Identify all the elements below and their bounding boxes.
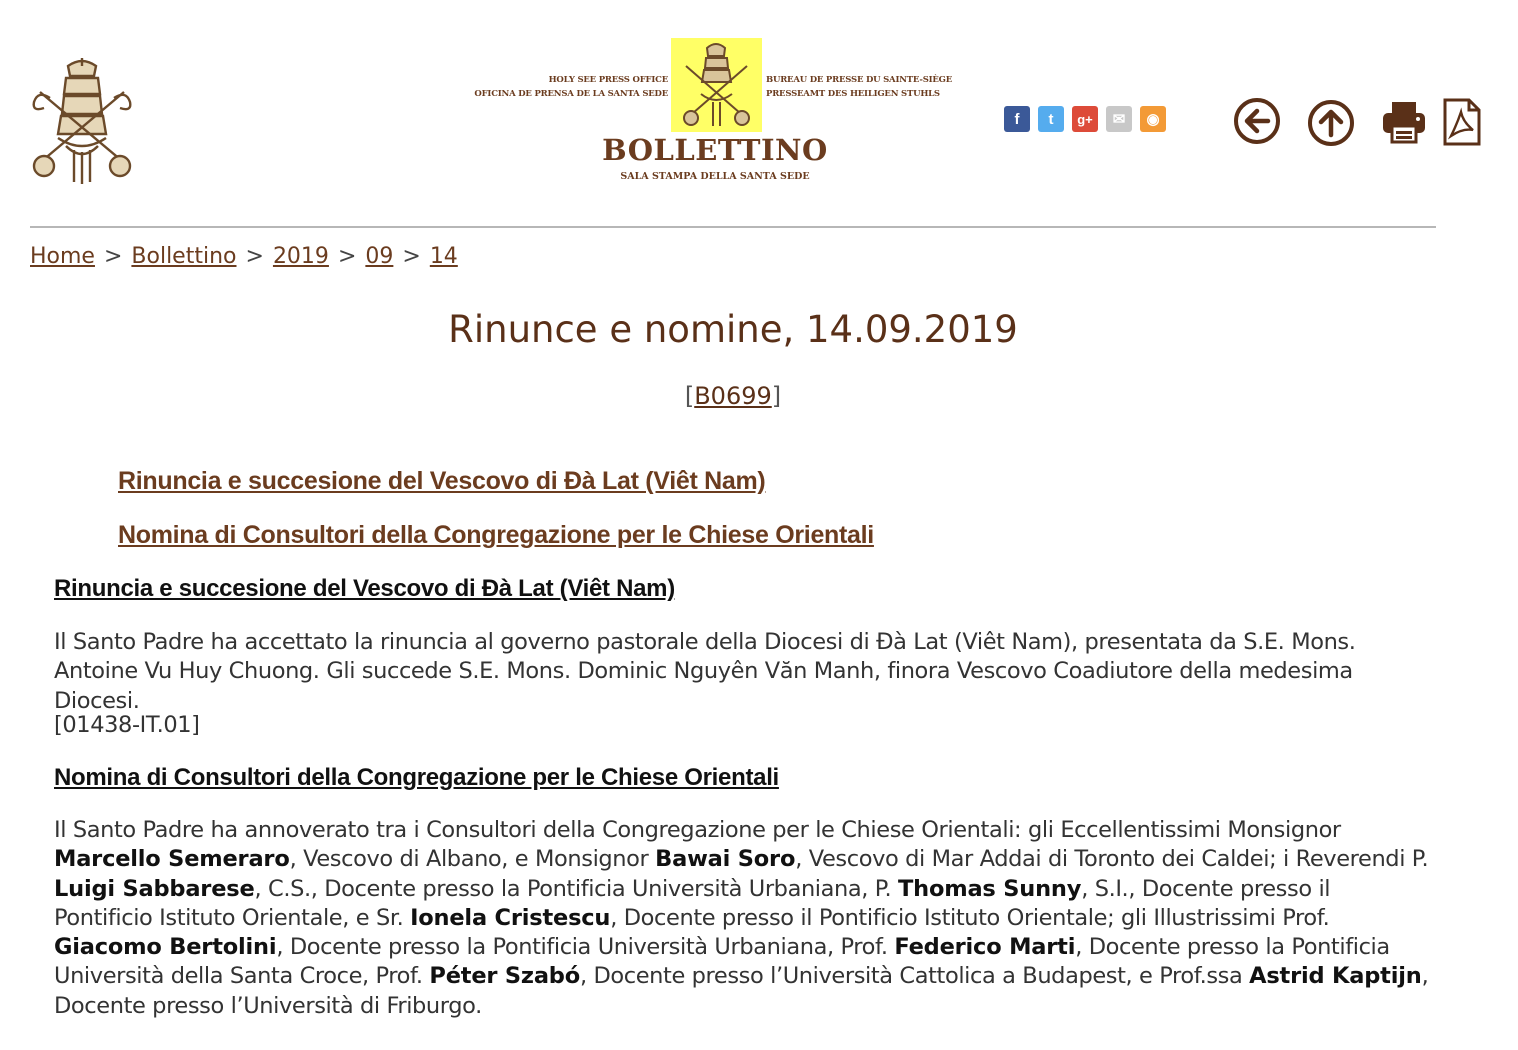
consultor-name: Péter Szabó (429, 963, 580, 990)
toc-link-rinuncia[interactable]: Rinuncia e succesione del Vescovo di Đà Lat (Viêt Nam) (118, 467, 766, 495)
breadcrumb-month[interactable]: 09 (365, 244, 394, 269)
paragraph-text: , Vescovo di Mar Addai di Toronto dei Caldei; i Reverendi P. (795, 846, 1429, 873)
bulletin-code-link[interactable]: B0699 (694, 382, 772, 410)
consultor-name: Giacomo Bertolini (54, 934, 277, 961)
toc-link-nomina-consultori[interactable]: Nomina di Consultori della Congregazione per le Chiese Orientali (118, 521, 874, 549)
breadcrumb (30, 244, 458, 269)
page-title: Rinunce e nomine, 14.09.2019 (448, 308, 1018, 351)
papal-coat-of-arms-logo (28, 58, 136, 188)
breadcrumb-separator: > (402, 244, 421, 269)
masthead-title: BOLLETTINO (602, 133, 828, 167)
bollettino-masthead (474, 38, 953, 188)
paragraph-text: , Vescovo di Albano, e Monsignor (289, 846, 656, 873)
consultor-name: Federico Marti (894, 934, 1076, 961)
code-bracket-open: [ (684, 382, 695, 410)
consultor-name: Luigi Sabbarese (54, 875, 255, 902)
consultor-name: Bawai Soro (655, 846, 796, 873)
google-plus-icon[interactable]: g+ (1072, 106, 1098, 132)
paragraph-text: , Docente presso l’Università di Friburgo. (54, 963, 1429, 1019)
keys-emblem-icon (671, 38, 762, 132)
masthead-oficina-de-prensa: OFICINA DE PRENSA DE LA SANTA SEDE (474, 89, 668, 99)
consultor-name: Marcello Semeraro (54, 846, 290, 873)
masthead-subtitle: SALA STAMPA DELLA SANTA SEDE (620, 171, 810, 182)
consultor-name: Thomas Sunny (897, 875, 1082, 902)
code-bracket-close: ] (771, 382, 782, 410)
masthead-holy-see-press-office: HOLY SEE PRESS OFFICE (548, 75, 668, 85)
paragraph-text: , Docente presso il Pontificio Istituto Orientale; gli Illustrissimi Prof. (610, 904, 1330, 931)
breadcrumb-separator: > (245, 244, 264, 269)
consultor-name: Ionela Cristescu (410, 904, 611, 931)
bulletin-code (0, 382, 1466, 410)
section-heading-nomina-consultori: Nomina di Consultori della Congregazione per le Chiese Orientali (54, 764, 779, 791)
facebook-icon[interactable]: f (1004, 106, 1030, 132)
rss-icon[interactable]: ◉ (1140, 106, 1166, 132)
breadcrumb-bollettino[interactable]: Bollettino (131, 244, 237, 269)
paragraph-text: , C.S., Docente presso la Pontificia Università Urbaniana, P. (254, 875, 898, 902)
section-text-nomina-consultori (54, 816, 1434, 1021)
paragraph-text: , S.I., Docente presso il Pontificio Istituto Orientale, e Sr. (54, 875, 1331, 931)
email-icon[interactable]: ✉ (1106, 106, 1132, 132)
masthead-bureau-de-presse: BUREAU DE PRESSE DU SAINTE-SIÈGE (766, 75, 953, 85)
paragraph-text: , Docente presso l’Università Cattolica a Budapest, e Prof.ssa (579, 963, 1250, 990)
masthead-presseamt: PRESSEAMT DES HEILIGEN STUHLS (766, 89, 940, 99)
pdf-icon[interactable] (1441, 98, 1483, 146)
paragraph-text: Il Santo Padre ha annoverato tra i Consultori della Congregazione per le Chiese Orientali: gli Eccellentissimi Monsignor (54, 817, 1341, 843)
breadcrumb-home[interactable]: Home (30, 244, 95, 269)
breadcrumb-separator: > (103, 244, 123, 269)
up-arrow-icon[interactable] (1307, 99, 1355, 147)
paragraph-text: , Docente presso la Pontificia Università della Santa Croce, Prof. (54, 934, 1390, 990)
back-arrow-icon[interactable] (1233, 97, 1281, 145)
header-divider (30, 226, 1436, 228)
masthead-emblem-box (671, 38, 762, 132)
breadcrumb-day[interactable]: 14 (429, 244, 458, 269)
breadcrumb-year[interactable]: 2019 (272, 244, 329, 269)
consultor-name: Astrid Kaptijn (1249, 963, 1422, 990)
section-heading-rinuncia: Rinuncia e succesione del Vescovo di Đà Lat (Viêt Nam) (54, 575, 675, 602)
section-text-rinuncia: Il Santo Padre ha accettato la rinuncia al governo pastorale della Diocesi di Đà Lat (Viêt Nam), presentata da S.E. Mons. Antoine Vu Huy Chuong. Gli succede S.E. Mons. Dominic Nguyên Văn Manh, finora Vescovo Coadiutore della medesima Diocesi. (54, 629, 1356, 714)
twitter-icon[interactable]: t (1038, 106, 1064, 132)
section-ref-code: [01438-IT.01] (54, 712, 200, 738)
paragraph-text: , Docente presso la Pontificia Università Urbaniana, Prof. (276, 934, 895, 961)
breadcrumb-separator: > (337, 244, 357, 269)
print-icon[interactable] (1380, 98, 1428, 146)
social-share-bar (1004, 106, 1166, 132)
